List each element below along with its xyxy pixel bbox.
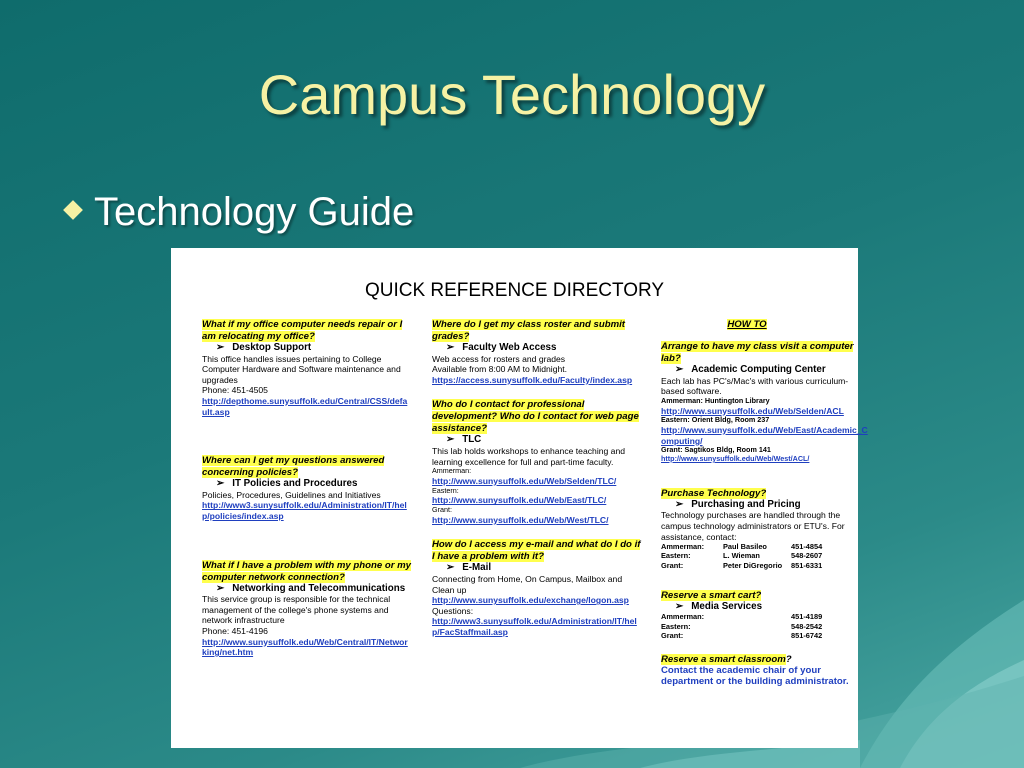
description: This office handles issues pertaining to College Computer Hardware and Software maintenance and upgrades [202, 353, 401, 385]
question-mark: ? [785, 653, 792, 665]
link[interactable]: https://access.sunysuffolk.edu/Faculty/index.asp [432, 374, 633, 385]
question: How do I access my e-mail and what do I do if I have a problem with it? [432, 539, 641, 563]
link[interactable]: http://www.sunysuffolk.edu/Web/Selden/ACL [661, 405, 844, 416]
section-smart-classroom [661, 654, 871, 687]
description: Available from 8:00 AM to Midnight. [432, 364, 568, 375]
campus-cell: Grant: [661, 630, 684, 640]
phone-cell: 851-6331 [791, 560, 823, 570]
contact-row [661, 561, 871, 570]
section-faculty-web [432, 319, 642, 385]
description: Each lab has PC's/Mac's with various curriculum-based software. [661, 375, 849, 397]
section-tlc [432, 399, 642, 525]
section-networking [202, 560, 412, 658]
subheading [216, 479, 412, 490]
phone: Phone: 451-4505 [202, 385, 268, 396]
subheading-text: E-Mail [462, 562, 492, 574]
question: Who do I contact for professional development? Who do I contact for web page assistance? [432, 399, 639, 435]
name-cell [723, 612, 791, 621]
description: Technology purchases are handled through the campus technology administrators or ETU's. For assistance, contact: [661, 510, 845, 542]
campus-cell: Eastern: [661, 621, 691, 631]
howto-heading-wrap [661, 319, 833, 331]
link[interactable]: http://www.sunysuffolk.edu/Web/West/ACL/ [661, 453, 810, 463]
subheading-text: Media Services [691, 600, 763, 612]
section-email [432, 539, 642, 637]
subheading-text: IT Policies and Procedures [232, 478, 358, 490]
questions-label: Questions: [432, 605, 474, 616]
contact-row [661, 551, 871, 560]
link[interactable]: http://www.sunysuffolk.edu/Web/East/TLC/ [432, 495, 607, 506]
question: Reserve a smart classroom [661, 653, 786, 665]
subheading [675, 602, 871, 613]
bullet-text: Technology Guide [94, 190, 415, 234]
question: Purchase Technology? [661, 487, 767, 499]
contact-row [661, 542, 871, 551]
section-desktop-support [202, 319, 412, 417]
section-computer-lab [661, 341, 871, 464]
arrow-bullet-icon: ➢ [675, 498, 684, 510]
howto-heading: HOW TO [727, 319, 767, 330]
campus-cell: Grant: [661, 560, 684, 570]
arrow-bullet-icon: ➢ [216, 582, 225, 594]
campus-label: Ammerman: [432, 466, 472, 476]
contact-row [661, 631, 871, 640]
campus-label: Grant: [432, 504, 452, 514]
name-cell: Peter DiGregorio [723, 560, 783, 570]
campus-label: Eastern: [432, 485, 459, 495]
description: This lab holds workshops to enhance teaching and learning excellence for full and part-time faculty. [432, 445, 626, 467]
directory-document [171, 248, 868, 748]
subheading [446, 563, 642, 574]
column-2 [432, 319, 642, 637]
name-cell: Paul Basileo [723, 542, 767, 552]
description: This service group is responsible for the technical management of the college's phone systems and network infrastructure [202, 594, 391, 626]
campus-cell: Ammerman: [661, 612, 705, 622]
link[interactable]: http://www.sunysuffolk.edu/Web/East/Academic_Computing/ [661, 424, 868, 446]
phone-cell: 851-6742 [791, 630, 823, 640]
description: Connecting from Home, On Campus, Mailbox and Clean up [432, 573, 623, 595]
subheading-text: Networking and Telecommunications [232, 582, 406, 594]
question: Reserve a smart cart? [661, 589, 762, 601]
column-3 [661, 319, 871, 687]
subheading-text: Purchasing and Pricing [691, 498, 801, 510]
subheading [216, 343, 412, 354]
arrow-bullet-icon: ➢ [446, 562, 455, 574]
question: What if I have a problem with my phone or my computer network connection? [202, 559, 411, 583]
name-cell [723, 631, 791, 640]
subheading-text: Desktop Support [232, 342, 312, 353]
subheading [675, 365, 871, 376]
document-title: QUICK REFERENCE DIRECTORY [364, 280, 665, 301]
subheading-text: Faculty Web Access [462, 342, 557, 353]
question: What if my office computer needs repair or I am relocating my office? [202, 319, 403, 342]
phone-cell: 548-2607 [791, 551, 823, 561]
subheading [446, 343, 642, 354]
campus-location: Eastern: Orient Bldg, Room 237 [661, 415, 770, 425]
description: Web access for rosters and grades [432, 353, 566, 364]
link[interactable]: http://www.sunysuffolk.edu/Web/Selden/TLC/ [432, 475, 617, 486]
question: Where do I get my class roster and submit grades? [432, 319, 625, 342]
campus-cell: Eastern: [661, 551, 691, 561]
classroom-instructions: Contact the academic chair of your department or the building administrator. [661, 664, 849, 687]
phone-cell: 548-2542 [791, 621, 823, 631]
subheading-text: Academic Computing Center [691, 364, 826, 375]
link[interactable]: http://www.sunysuffolk.edu/Web/Central/IT/Networking/net.htm [202, 636, 408, 658]
contact-row [661, 622, 871, 631]
section-purchase [661, 488, 871, 570]
contact-row [661, 612, 871, 621]
link[interactable]: http://www.sunysuffolk.edu/exchange/logon.asp [432, 595, 629, 606]
phone-cell: 451-4854 [791, 542, 823, 552]
arrow-bullet-icon: ➢ [446, 434, 455, 446]
link[interactable]: http://www3.sunysuffolk.edu/Administration/IT/help/FacStaffmail.asp [432, 616, 637, 637]
link[interactable]: http://www3.sunysuffolk.edu/Administration/IT/help/policies/index.asp [202, 500, 407, 521]
arrow-bullet-icon: ➢ [216, 478, 225, 490]
subheading [216, 584, 412, 595]
phone: Phone: 451-4196 [202, 625, 268, 636]
arrow-bullet-icon: ➢ [675, 364, 684, 375]
campus-location: Ammerman: Huntington Library [661, 395, 770, 405]
column-1 [202, 319, 412, 658]
arrow-bullet-icon: ➢ [675, 600, 684, 612]
section-smart-cart [661, 590, 871, 640]
subheading [446, 435, 642, 446]
diamond-bullet-icon [63, 200, 83, 220]
arrow-bullet-icon: ➢ [446, 342, 455, 353]
subheading [675, 500, 871, 511]
question: Where can I get my questions answered concerning policies? [202, 455, 385, 479]
name-cell: L. Wieman [723, 551, 760, 561]
campus-location: Grant: Sagtikos Bldg, Room 141 [661, 445, 771, 455]
campus-cell: Ammerman: [661, 542, 705, 552]
bullet-item [66, 190, 414, 235]
arrow-bullet-icon: ➢ [216, 342, 225, 353]
subheading-text: TLC [462, 434, 482, 446]
link[interactable]: http://depthome.sunysuffolk.edu/Central/CSS/default.asp [202, 395, 408, 417]
section-policies [202, 455, 412, 521]
link[interactable]: http://www.sunysuffolk.edu/Web/West/TLC/ [432, 514, 609, 525]
slide-title: Campus Technology [258, 63, 766, 126]
name-cell [723, 622, 791, 631]
description: Policies, Procedures, Guidelines and Initiatives [202, 489, 381, 500]
phone-cell: 451-4189 [791, 612, 823, 622]
question: Arrange to have my class visit a computer lab? [661, 341, 854, 364]
